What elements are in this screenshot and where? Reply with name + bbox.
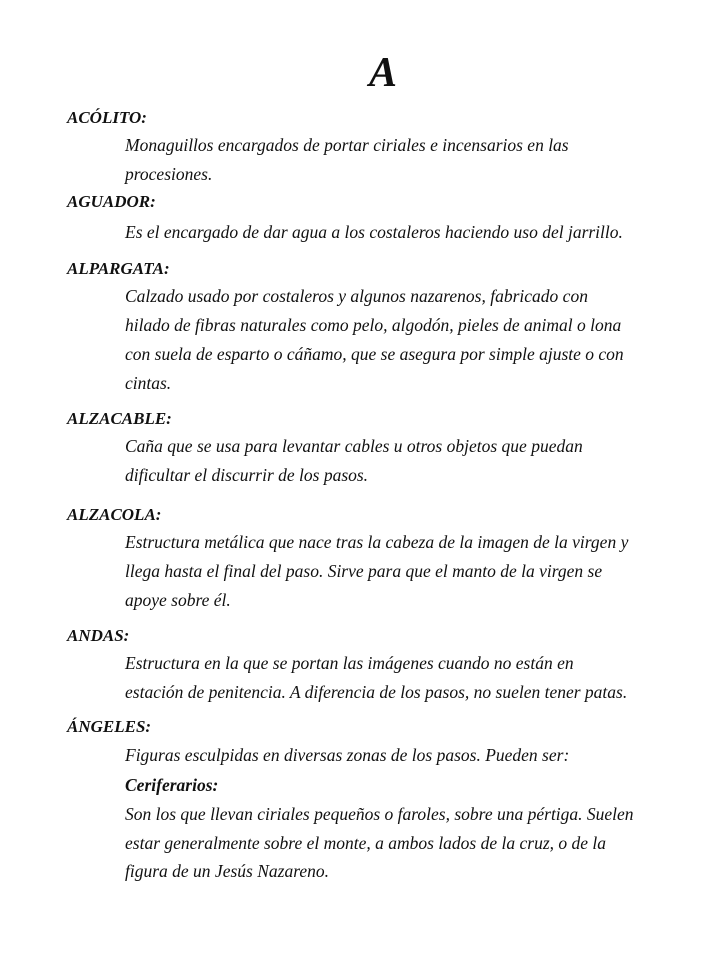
entry-definition-line: Estructura metálica que nace tras la cabeza de la imagen de la virgen y (125, 532, 629, 552)
entry-term-alzacable: ALZACABLE: (67, 409, 172, 428)
entry-term-alpargata: ALPARGATA: (67, 259, 170, 278)
entry-definition-line: hilado de fibras naturales como pelo, algodón, pieles de animal o lona (125, 315, 622, 335)
entry-definition-line: procesiones. (125, 164, 213, 184)
entry-definition-line: con suela de esparto o cáñamo, que se asegura por simple ajuste o con (125, 344, 624, 364)
entry-definition-line: Calzado usado por costaleros y algunos nazarenos, fabricado con (125, 286, 588, 306)
entry-term-andas: ANDAS: (67, 626, 130, 645)
entry-term-acolito: ACÓLITO: (67, 108, 147, 127)
entry-definition-line: Monaguillos encargados de portar ciriales e incensarios en las (125, 135, 569, 155)
entry-definition-line: Caña que se usa para levantar cables u otros objetos que puedan (125, 436, 583, 456)
entry-definition-line: apoye sobre él. (125, 590, 231, 610)
entry-definition-line: Figuras esculpidas en diversas zonas de los pasos. Pueden ser: (125, 745, 570, 765)
entry-definition-line: figura de un Jesús Nazareno. (125, 861, 329, 881)
entry-subterm-ceriferarios: Ceriferarios: (125, 775, 219, 795)
entry-definition-line: cintas. (125, 373, 172, 393)
entry-definition-line: Son los que llevan ciriales pequeños o faroles, sobre una pértiga. Suelen (125, 804, 634, 824)
entry-term-aguador: AGUADOR: (67, 192, 156, 211)
entry-term-alzacola: ALZACOLA: (67, 505, 162, 524)
entry-definition-line: Estructura en la que se portan las imágenes cuando no están en (125, 653, 574, 673)
page-letter-heading: A (368, 50, 397, 96)
entry-definition-line: dificultar el discurrir de los pasos. (125, 465, 369, 485)
entry-definition-line: Es el encargado de dar agua a los costaleros haciendo uso del jarrillo. (125, 222, 623, 242)
entry-definition-line: estación de penitencia. A diferencia de los pasos, no suelen tener patas. (125, 682, 628, 702)
entry-term-angeles: ÁNGELES: (67, 717, 152, 736)
entry-definition-line: llega hasta el final del paso. Sirve para que el manto de la virgen se (125, 561, 603, 581)
entry-definition-line: estar generalmente sobre el monte, a ambos lados de la cruz, o de la (125, 833, 607, 853)
